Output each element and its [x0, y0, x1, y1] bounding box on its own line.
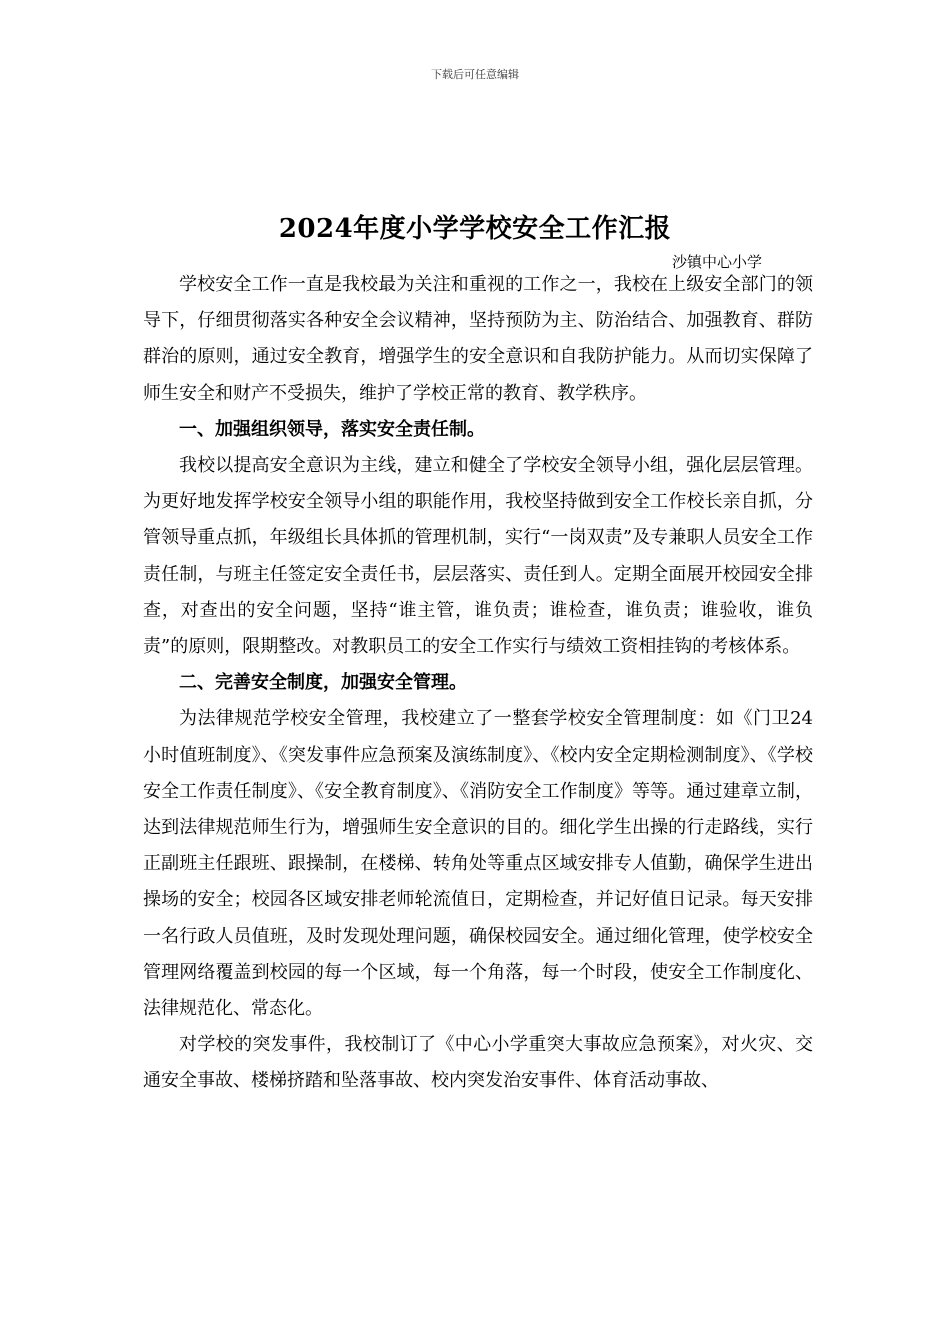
section-heading: 一、加强组织领导，落实安全责任制。: [179, 418, 485, 440]
document-author: 沙镇中心小学: [672, 253, 763, 271]
body-paragraph: 我校以提高安全意识为主线，建立和健全了学校安全领导小组，强化层层管理。为更好地发挥学校安全领导小组的职能作用，我校坚持做到安全工作校长亲自抓，分管领导重点抓，年级组长具体抓的管理机制，实行“一岗双责”及专兼职人员安全工作责任制，与班主任签定安全责任书，层层落实、责任到人。定期全面展开校园安全排查，对查出的安全问题，坚持“谁主管，谁负责；谁检查，谁负责；谁验收，谁负责”的原则，限期整改。对教职员工的安全工作实行与绩效工资相挂钩的考核体系。: [143, 455, 813, 658]
body-paragraph: 学校安全工作一直是我校最为关注和重视的工作之一，我校在上级安全部门的领导下，仔细贯彻落实各种安全会议精神，坚持预防为主、防治结合、加强教育、群防群治的原则，通过安全教育，增强学生的安全意识和自我防护能力。从而切实保障了师生安全和财产不受损失，维护了学校正常的教育、教学秩序。: [143, 274, 813, 404]
section-heading: 二、完善安全制度，加强安全管理。: [179, 672, 467, 694]
document-body: [143, 267, 813, 1100]
body-paragraph: 对学校的突发事件，我校制订了《中心小学重突大事故应急预案》，对火灾、交通安全事故、楼梯挤踏和坠落事故、校内突发治安事件、体育活动事故、: [143, 1034, 813, 1092]
document-title: 2024年度小学学校安全工作汇报: [278, 214, 672, 244]
page-header-note: 下载后可任意编辑: [431, 68, 519, 81]
body-paragraph: 为法律规范学校安全管理，我校建立了一整套学校安全管理制度：如《门卫24小时值班制度》、《突发事件应急预案及演练制度》、《校内安全定期检测制度》、《学校安全工作责任制度》、《安全教育制度》、《消防安全工作制度》等等。通过建章立制，达到法律规范师生行为，增强师生安全意识的目的。细化学生出操的行走路线，实行正副班主任跟班、跟操制，在楼梯、转角处等重点区域安排专人值勤，确保学生进出操场的安全；校园各区域安排老师轮流值日，定期检查，并记好值日记录。每天安排一名行政人员值班，及时发现处理问题，确保校园安全。通过细化管理，使学校安全管理网络覆盖到校园的每一个区域，每一个角落，每一个时段，使安全工作制度化、法律规范化、常态化。: [143, 708, 813, 1020]
